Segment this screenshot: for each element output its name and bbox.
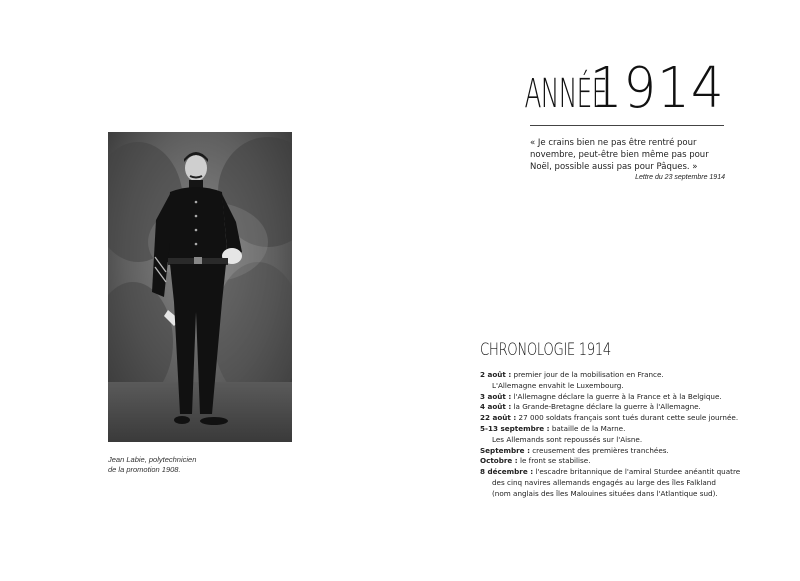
chronology-date: 3 août : (480, 391, 512, 401)
photo-caption-line: Jean Labie, polytechnicien (108, 455, 197, 464)
chronology-date: Octobre : (480, 456, 518, 466)
chronology-entry (480, 446, 730, 457)
chronology-text: la Grande-Bretagne déclare la guerre à l'Allemagne. (511, 402, 701, 412)
portrait-photo (108, 132, 292, 442)
chronology-entry (480, 392, 730, 403)
chronology-text: premier jour de la mobilisation en France. (511, 370, 664, 379)
chronology-date: 5-13 septembre : (480, 423, 550, 433)
chronology-entry (480, 402, 730, 413)
chronology-entry (480, 413, 739, 424)
chronology-continuation: L'Allemagne envahit le Luxembourg. (492, 380, 624, 390)
chronology-text: le front se stabilise. (517, 456, 591, 466)
title-year: 1914 (590, 56, 725, 121)
chronology-date: 4 août : (480, 402, 512, 412)
chronology-entry (480, 456, 730, 467)
chronology-text: bataille de la Marne. (549, 423, 626, 433)
chronology-date: Septembre : (480, 445, 530, 455)
chronology-entry (480, 424, 730, 435)
page-title (524, 56, 725, 121)
chronology-entry (480, 370, 730, 381)
chronology-title: CHRONOLOGIE 1914 (480, 340, 611, 360)
quote-source: Lettre du 23 septembre 1914 (635, 174, 725, 181)
chronology-date: 22 août : (480, 413, 517, 423)
chronology-text: 27 000 soldats français sont tués durant cette seule journée. (516, 413, 739, 423)
soldier-portrait-image (108, 132, 292, 442)
chronology-list (480, 370, 741, 500)
photo-caption (108, 455, 196, 475)
title-word: ANNÉE (524, 71, 607, 117)
chronology-continuation: des cinq navires allemands engagés au large des îles Falkland (492, 477, 716, 487)
title-divider (530, 125, 724, 126)
chronology-text: creusement des premières tranchées. (529, 445, 669, 455)
chronology-text: l'Allemagne déclare la guerre à la France et à la Belgique. (511, 391, 722, 401)
quote-text: « Je crains bien ne pas être rentré pour novembre, peut-être bien même pas pour Noël, possible aussi pas pour Pâques. » (530, 138, 709, 172)
chronology-text: l'escadre britannique de l'amiral Sturdee anéantit quatre (533, 467, 741, 477)
photo-caption-line: de la promotion 1908. (108, 465, 181, 474)
chronology-entry (480, 467, 741, 478)
chronology-continuation: (nom anglais des îles Malouines situées dans l'Atlantique sud). (492, 488, 718, 498)
chronology-date: 2 août : (480, 370, 512, 379)
chronology-continuation: Les Allemands sont repoussés sur l'Aisne. (492, 434, 643, 444)
chronology-date: 8 décembre : (480, 467, 534, 477)
